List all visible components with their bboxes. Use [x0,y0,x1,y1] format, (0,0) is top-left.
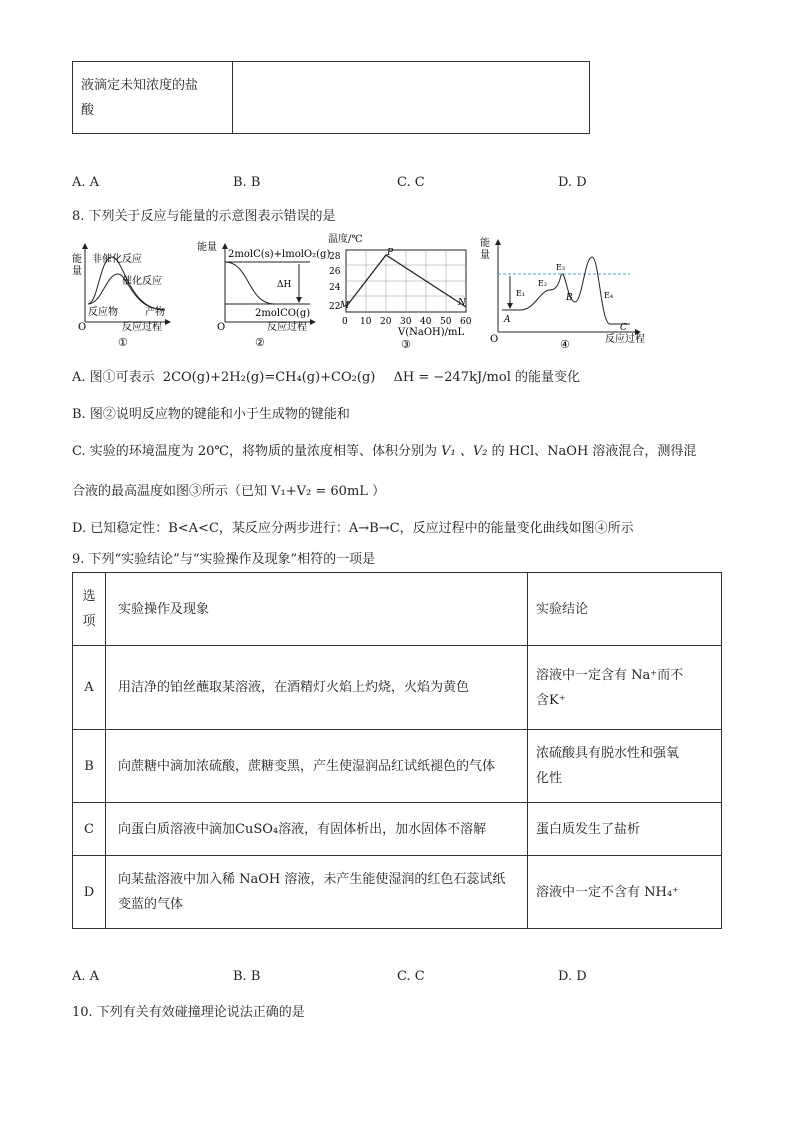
e3-label: E₃ [556,263,566,272]
figure-2 [197,240,330,349]
q8-option-d[interactable]: D. 已知稳定性：B<A<C，某反应分两步进行：A→B→C，反应过程中的能量变化曲线如图④所示 [72,521,634,536]
tick-label: 28 [329,252,341,262]
q9-table [72,572,722,929]
e2-label: E₂ [538,279,548,288]
table-row [73,856,722,929]
point-m-label: M [340,301,350,311]
operation-line: 变蓝的气体 [118,897,184,912]
row-operation: 向蔗糖中滴加浓硫酸，蔗糖变黑，产生使湿润品红试纸褪色的气体 [106,730,528,803]
tick-label: 60 [460,317,472,327]
point-n-label: N [458,298,466,308]
figure-number: ③ [401,338,411,351]
enthalpy: ΔH = −247kJ/mol [393,370,511,385]
row-conclusion [528,646,722,730]
header-text: 选 [82,589,96,604]
option-b[interactable]: B. B [233,175,261,190]
origin: O [217,322,226,333]
text: 的能量变化 [515,370,581,385]
figure-4 [480,236,645,351]
ylabel: 能量 [197,242,217,253]
upper-label: 2molC(s)+lmolO₂(g) [228,249,331,260]
row-conclusion: 溶液中一定不含有 NH₄⁺ [528,856,722,929]
row-option: C [73,803,106,856]
point-a-label: A [504,315,511,325]
tick-label: 0 [342,317,348,327]
operation-line: 向某盐溶液中加入稀 NaOH 溶液，未产生能使湿润的红色石蕊试纸 [118,872,506,887]
header-option [73,573,106,646]
e1-label: E₁ [516,289,526,298]
header-conclusion: 实验结论 [528,573,722,646]
equation: 2CO(g)+2H₂(g)=CH₄(g)+CO₂(g) [162,370,376,385]
volume-symbols: V₁ 、V₂ [441,444,488,459]
option-b[interactable]: B. B [233,969,261,984]
dh-label: ΔH [277,280,292,290]
option-a[interactable]: A. A [72,969,100,984]
table-row [73,730,722,803]
curve-label: 催化反应 [122,276,162,287]
row-operation [106,856,528,929]
tick-label: 30 [400,317,412,327]
origin: O [78,322,87,333]
ylabel: 温度/℃ [328,234,363,245]
row-conclusion [528,730,722,803]
xlabel: 反应过程 [122,322,162,333]
option-d[interactable]: D. D [558,175,587,190]
row-operation: 向蛋白质溶液中滴加CuSO₄溶液，有固体析出，加水固体不溶解 [106,803,528,856]
ylabel: 量 [480,250,490,261]
text: A. 图①可表示 [72,370,155,385]
table-row [73,646,722,730]
q8-option-a[interactable] [72,366,580,385]
conclusion-line: 浓硫酸具有脱水性和强氧 [536,746,680,761]
point-b-label: B [566,293,573,303]
figure-1 [72,244,170,349]
ylabel: 量 [72,266,82,277]
e4-label: E₄ [604,291,614,300]
point-c-label: C [620,323,627,333]
row-option: B [73,730,106,803]
tick-label: 24 [329,283,341,293]
q9-stem: 9. 下列“实验结论”与“实验操作及现象”相符的一项是 [72,552,376,567]
xlabel: 反应过程 [605,334,645,345]
q8-option-c-line2 [72,480,385,499]
conclusion-line: 溶液中一定含有 Na⁺而不 [536,667,684,683]
tick-label: 10 [360,317,372,327]
q8-option-b[interactable]: B. 图②说明反应物的键能和小于生成物的键能和 [72,407,350,422]
tick-label: 22 [329,302,341,312]
text: C. 实验的环境温度为 20℃，将物质的量浓度相等、体积分别为 [72,444,437,459]
figure-number: ② [255,336,265,349]
option-c[interactable]: C. C [397,175,425,190]
conclusion-line: 含K⁺ [536,692,566,708]
point-p-label: P [387,248,394,258]
cell-line: 酸 [81,102,95,118]
ylabel: 能 [72,254,82,265]
label: 产物 [145,307,165,318]
figure-3 [328,232,472,351]
table-cell [73,62,233,134]
option-d[interactable]: D. D [558,969,587,984]
table-row [73,803,722,856]
table-cell-empty [233,62,590,134]
q8-option-c-line1[interactable] [72,440,696,459]
figure-number: ① [118,336,128,349]
q7-table-fragment [72,61,590,134]
row-option: A [73,646,106,730]
tick-label: 26 [329,267,341,277]
option-c[interactable]: C. C [397,969,425,984]
q8-figures [70,232,660,352]
q7-options [72,175,722,193]
q10-stem: 10. 下列有关有效碰撞理论说法正确的是 [72,1005,305,1020]
origin: O [490,334,499,345]
ylabel: 能 [480,238,490,249]
figure-number: ④ [560,338,570,351]
table-header-row [73,573,722,646]
text: ） [372,484,386,499]
tick-label: 50 [440,317,452,327]
label: 反应物 [88,307,118,318]
text: 合液的最高温度如图③所示（已知 [72,484,268,499]
equation: V₁+V₂ = 60mL [271,484,368,499]
text: 的 HCl、NaOH 溶液混合，测得混 [491,444,697,459]
xlabel: V(NaOH)/mL [398,327,465,338]
row-option: D [73,856,106,929]
curve-label: 非催化反应 [92,254,142,265]
row-conclusion: 蛋白质发生了盐析 [528,803,722,856]
tick-label: 20 [380,317,392,327]
option-a[interactable]: A. A [72,175,100,190]
row-operation: 用洁净的铂丝蘸取某溶液，在酒精灯火焰上灼烧，火焰为黄色 [106,646,528,730]
q9-options [72,969,722,987]
conclusion-line: 化性 [536,771,563,786]
tick-label: 40 [420,317,432,327]
header-operation: 实验操作及现象 [106,573,528,646]
lower-label: 2molCO(g) [255,308,311,319]
xlabel: 反应过程 [267,322,307,333]
q8-stem: 8. 下列关于反应与能量的示意图表示错误的是 [72,209,336,224]
cell-line: 液滴定未知浓度的盐 [81,77,199,93]
header-text: 项 [82,614,96,629]
